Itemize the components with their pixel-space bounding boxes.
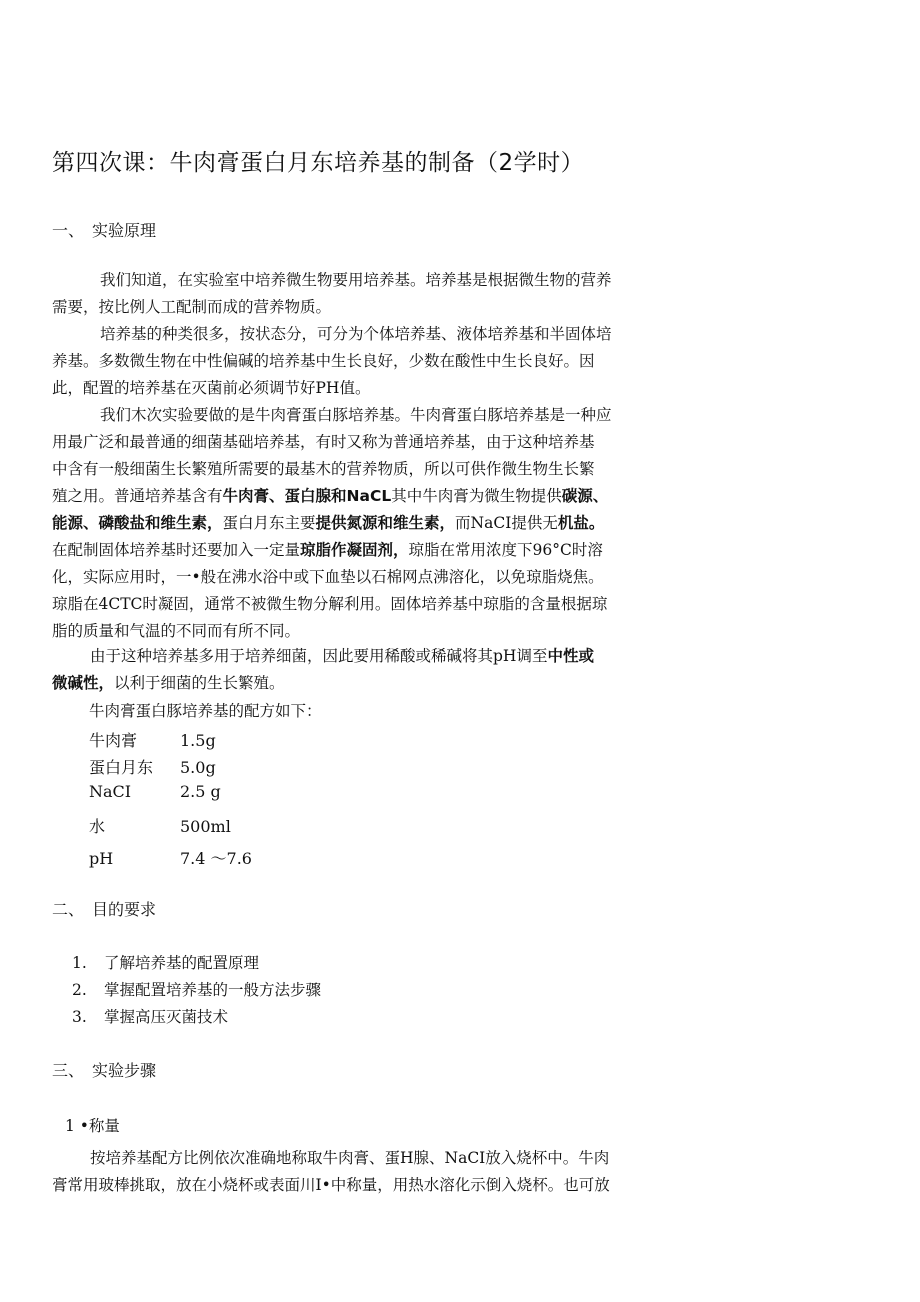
bold-text: 琼脂作凝固剂， — [300, 541, 409, 559]
text-line: 脂的质量和气温的不同而有所不同。 — [52, 622, 301, 640]
page-title: 第四次课：牛肉膏蛋白月东培养基的制备（2学时） — [52, 150, 585, 176]
text-line: 养基。多数微生物在中性偏碱的培养基中生长良好，少数在酸性中生长良好。因 — [52, 352, 595, 370]
text-line — [52, 510, 612, 537]
list-item — [72, 978, 321, 1000]
list-item — [72, 951, 259, 973]
recipe-row — [89, 846, 252, 869]
paragraph-4 — [52, 643, 594, 697]
paragraph-1 — [52, 267, 612, 321]
section-label: 实验原理 — [92, 221, 157, 240]
text-line: 我们知道，在实验室中培养微生物要用培养基。培养基是根据微生物的营养 — [100, 271, 612, 289]
text-line — [52, 483, 612, 510]
list-text: 掌握配置培养基的一般方法步骤 — [104, 981, 322, 999]
text-run: 在配制固体培养基时还要加入一定量 — [52, 541, 301, 559]
list-number: 3. — [72, 1008, 87, 1026]
ingredient-name: 蛋白月东 — [89, 758, 154, 777]
list-text: 掌握高压灭菌技术 — [104, 1008, 229, 1026]
text-line — [52, 670, 594, 697]
recipe-row — [89, 814, 231, 837]
section-heading-principle — [52, 218, 156, 241]
text-run: 由于这种培养基多用于培养细菌，因此要用稀酸或稀碱将其pH调至 — [90, 647, 548, 665]
text-run: 蛋白月东主要 — [222, 514, 316, 532]
ingredient-amount: 5.0g — [180, 758, 216, 777]
text-line: 琼脂在4CTC时凝固，通常不被微生物分解利用。固体培养基中琼脂的含量根据琼 — [52, 595, 608, 613]
bold-text: 碳源、 — [561, 487, 609, 505]
recipe-row — [89, 755, 216, 778]
list-number: 1. — [72, 954, 87, 972]
bold-text: 提供氮源和维生素， — [315, 514, 456, 532]
recipe-row — [89, 782, 221, 801]
text-run: 以利于细菌的生长繁殖。 — [114, 674, 285, 692]
text-line: 此，配置的培养基在灭菌前必须调节好PH值。 — [52, 379, 371, 397]
bold-text: 能源、磷酸盐和维生素， — [52, 514, 223, 532]
ingredient-amount: 2.5 g — [180, 782, 221, 801]
text-run: 而NaCI提供无 — [455, 514, 558, 532]
text-run: 琼脂在常用浓度下96°C时溶 — [408, 541, 603, 559]
section-number: 一、 — [52, 221, 85, 240]
paragraph-3 — [52, 402, 612, 645]
text-line: 化，实际应用时，一•般在沸水浴中或下血垫以石棉网点沸溶化，以免琼脂烧焦。 — [52, 568, 604, 586]
bold-text: 中性或 — [547, 647, 594, 665]
paragraph-2 — [52, 321, 612, 402]
recipe-row — [89, 728, 216, 751]
step-paragraph — [52, 1145, 610, 1199]
list-number: 2. — [72, 981, 87, 999]
section-label: 实验步骤 — [92, 1061, 157, 1080]
text-line: 膏常用玻棒挑取，放在小烧杯或表面川I•中称量，用热水溶化示倒入烧杯。也可放 — [52, 1176, 610, 1194]
list-text: 了解培养基的配置原理 — [104, 954, 260, 972]
text-line: 中含有一般细菌生长繁殖所需要的最基木的营养物质，所以可供作微生物生长繁 — [52, 460, 595, 478]
bold-text: 机盐。 — [557, 514, 605, 532]
text-line: 用最广泛和最普通的细菌基础培养基，有时又称为普通培养基，由于这种培养基 — [52, 433, 595, 451]
ingredient-name: pH — [89, 849, 114, 868]
bold-text: 微碱性， — [52, 674, 115, 692]
text-run: 殖之用。普通培养基含有 — [52, 487, 223, 505]
text-line: 需要，按比例人工配制而成的营养物质。 — [52, 298, 332, 316]
section-label: 目的要求 — [92, 900, 157, 919]
ingredient-amount: 1.5g — [180, 731, 216, 750]
text-line: 我们木次实验要做的是牛肉膏蛋白豚培养基。牛肉膏蛋白豚培养基是一种应 — [100, 406, 612, 424]
ingredient-amount: 7.4 〜7.6 — [180, 849, 252, 868]
ingredient-name: NaCI — [89, 782, 132, 801]
text-run: 其中牛肉膏为微生物提供 — [391, 487, 562, 505]
section-number: 二、 — [52, 900, 85, 919]
section-heading-requirements — [52, 897, 156, 920]
text-line — [52, 537, 612, 564]
list-item — [72, 1005, 228, 1027]
section-number: 三、 — [52, 1061, 85, 1080]
recipe-intro: 牛肉膏蛋白豚培养基的配方如下： — [89, 702, 322, 720]
step-heading: 1 •称量 — [65, 1117, 120, 1135]
text-line — [52, 643, 594, 670]
bold-text: 牛肉膏、蛋白腺和NaCL — [222, 487, 392, 505]
section-heading-steps — [52, 1058, 156, 1081]
ingredient-name: 牛肉膏 — [89, 731, 138, 750]
text-line: 按培养基配方比例依次准确地称取牛肉膏、蛋H腺、NaCI放入烧杯中。牛肉 — [90, 1149, 610, 1167]
text-line: 培养基的种类很多，按状态分，可分为个体培养基、液体培养基和半固体培 — [100, 325, 612, 343]
ingredient-amount: 500ml — [180, 817, 231, 836]
ingredient-name: 水 — [89, 817, 106, 836]
